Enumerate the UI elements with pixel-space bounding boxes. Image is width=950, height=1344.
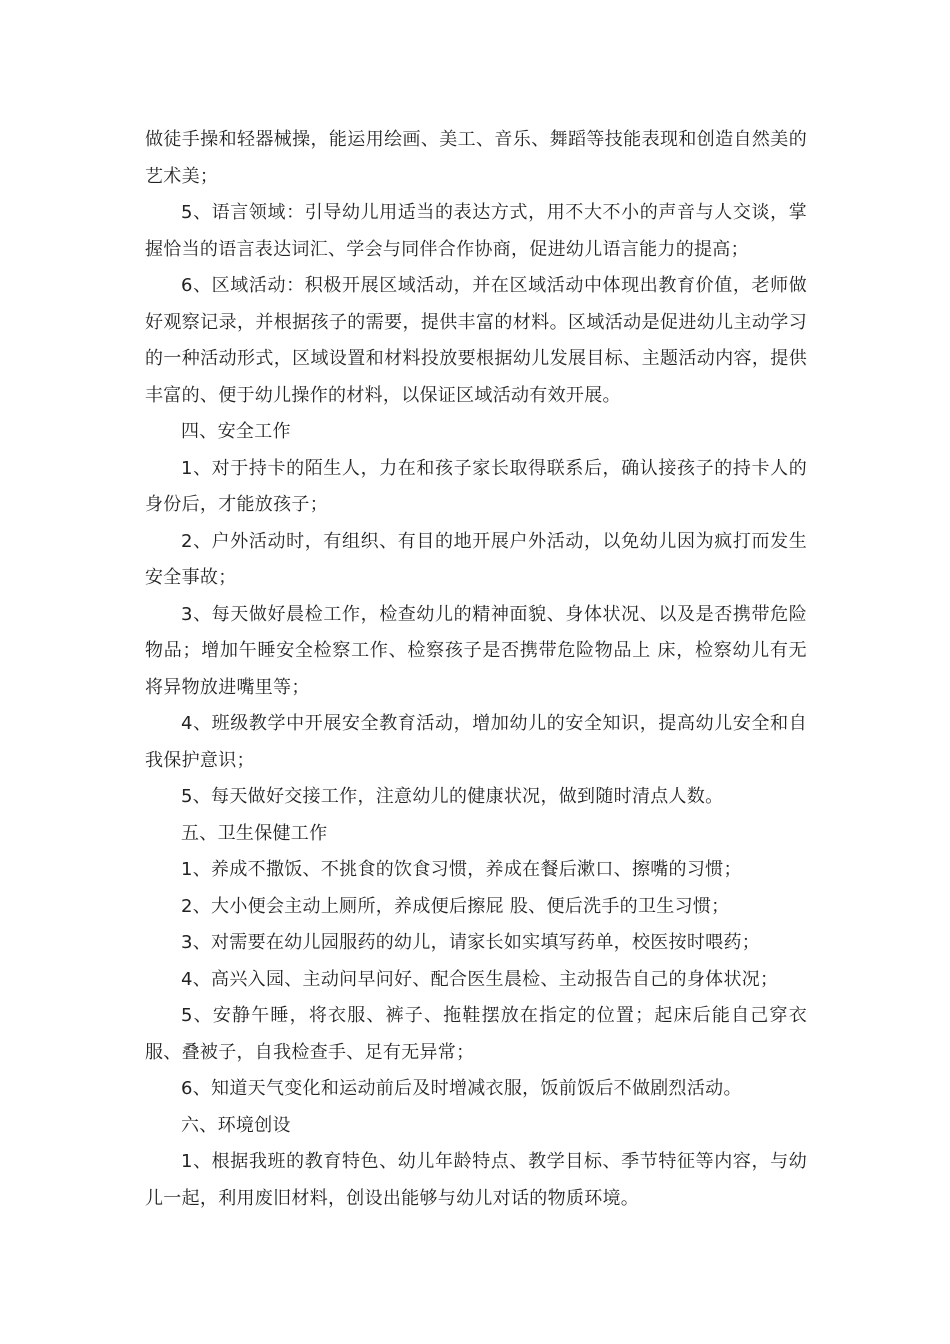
paragraph-health-3: 3、对需要在幼儿园服药的幼儿，请家长如实填写药单，校医按时喂药； [181,932,761,953]
section-heading-environment: 六、环境创设 [181,1114,291,1136]
document-body [145,122,807,1217]
paragraph-language-domain: 5、语言领域：引导幼儿用适当的表达方式，用不大不小的声音与人交谈，掌握恰当的语言表达词汇、学会与同伴合作协商，促进幼儿语言能力的提高； [145,202,807,260]
paragraph-safety-1: 1、对于持卡的陌生人，力在和孩子家长取得联系后，确认接孩子的持卡人的身份后，才能放孩子； [145,457,807,515]
section-heading-health: 五、卫生保健工作 [181,822,328,844]
paragraph-safety-3: 3、每天做好晨检工作，检查幼儿的精神面貌、身体状况、以及是否携带危险物品；增加午睡安全检察工作、检察孩子是否携带危险物品上 床，检察幼儿有无将异物放进嘴里等； [145,603,807,698]
paragraph-safety-5: 5、每天做好交接工作，注意幼儿的健康状况，做到随时清点人数。 [181,786,724,807]
paragraph-health-5: 5、安静午睡，将衣服、裤子、拖鞋摆放在指定的位置；起床后能自己穿衣服、叠被子，自我检查手、足有无异常； [145,1005,807,1063]
paragraph-environment-1: 1、根据我班的教育特色、幼儿年龄特点、教学目标、季节特征等内容，与幼儿一起，利用废旧材料，创设出能够与幼儿对话的物质环境。 [145,1151,807,1209]
paragraph-health-1: 1、养成不撒饭、不挑食的饮食习惯，养成在餐后漱口、擦嘴的习惯； [181,859,742,880]
paragraph-safety-4: 4、班级教学中开展安全教育活动，增加幼儿的安全知识，提高幼儿安全和自我保护意识； [145,713,807,771]
paragraph-area-activities: 6、区域活动：积极开展区域活动，并在区域活动中体现出教育价值，老师做好观察记录，并根据孩子的需要，提供丰富的材料。区域活动是促进幼儿主动学习的一种活动形式，区域设置和材料投放要根据幼儿发展目标、主题活动内容，提供丰富的、便于幼儿操作的材料，以保证区域活动有效开展。 [145,275,807,406]
paragraph-continued: 做徒手操和轻器械操，能运用绘画、美工、音乐、舞蹈等技能表现和创造自然美的艺术美； [145,129,807,187]
paragraph-health-6: 6、知道天气变化和运动前后及时增减衣服，饭前饭后不做剧烈活动。 [181,1078,742,1099]
section-heading-safety: 四、安全工作 [181,421,291,442]
paragraph-safety-2: 2、户外活动时，有组织、有目的地开展户外活动，以免幼儿因为疯打而发生安全事故； [145,530,807,588]
paragraph-health-4: 4、高兴入园、主动问早问好、配合医生晨检、主动报告自己的身体状况； [181,968,779,990]
paragraph-health-2: 2、大小便会主动上厕所，养成便后擦屁 股、便后洗手的卫生习惯； [181,895,730,917]
